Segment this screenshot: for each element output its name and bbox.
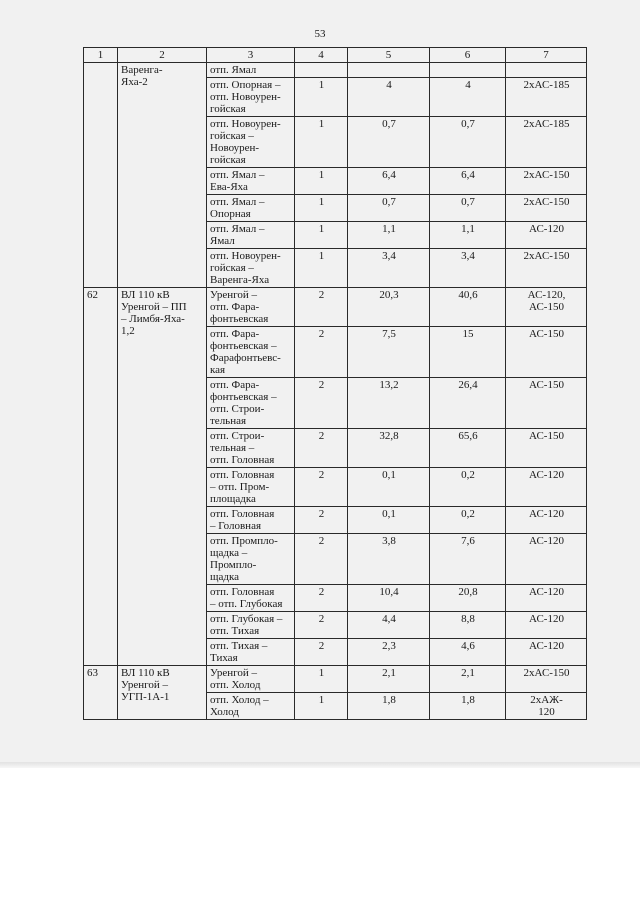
line-name-cell: ВЛ 110 кВ Уренгой – ПП – Лимбя-Яха- 1,2 (118, 288, 207, 666)
section-length-cell: 4 (348, 78, 430, 117)
route-cell: отп. Опорная – отп. Новоурен- гойская (207, 78, 295, 117)
wire-type-cell (506, 63, 587, 78)
power-lines-table (83, 47, 587, 720)
circuit-count-cell: 2 (295, 468, 348, 507)
section-length-cell (348, 63, 430, 78)
total-length-cell: 0,7 (430, 195, 506, 222)
route-cell: Уренгой – отп. Холод (207, 666, 295, 693)
total-length-cell: 0,2 (430, 507, 506, 534)
circuit-count-cell: 1 (295, 693, 348, 720)
circuit-count-cell: 2 (295, 585, 348, 612)
circuit-count-cell: 1 (295, 666, 348, 693)
total-length-cell: 20,8 (430, 585, 506, 612)
wire-type-cell: 2хАЖ- 120 (506, 693, 587, 720)
circuit-count-cell: 2 (295, 288, 348, 327)
line-name-cell: Варенга- Яха-2 (118, 63, 207, 288)
line-name-cell: ВЛ 110 кВ Уренгой – УГП-1А-1 (118, 666, 207, 720)
total-length-cell: 6,4 (430, 168, 506, 195)
wire-type-cell: 2хАС-150 (506, 168, 587, 195)
route-cell: отп. Ямал – Ева-Яха (207, 168, 295, 195)
total-length-cell: 0,7 (430, 117, 506, 168)
scan-bottom-edge (0, 762, 640, 768)
total-length-cell: 7,6 (430, 534, 506, 585)
wire-type-cell: 2хАС-150 (506, 195, 587, 222)
wire-type-cell: 2хАС-185 (506, 117, 587, 168)
total-length-cell: 15 (430, 327, 506, 378)
route-cell: отп. Головная – отп. Пром- площадка (207, 468, 295, 507)
route-cell: отп. Ямал – Опорная (207, 195, 295, 222)
section-length-cell: 3,8 (348, 534, 430, 585)
wire-type-cell: АС-120 (506, 639, 587, 666)
route-cell: отп. Тихая – Тихая (207, 639, 295, 666)
route-cell: отп. Промпло- щадка – Промпло- щадка (207, 534, 295, 585)
wire-type-cell: АС-150 (506, 429, 587, 468)
route-cell: отп. Глубокая – отп. Тихая (207, 612, 295, 639)
wire-type-cell: АС-150 (506, 378, 587, 429)
route-cell: отп. Фара- фонтьевская – отп. Строи- тельная (207, 378, 295, 429)
total-length-cell: 3,4 (430, 249, 506, 288)
table-row (84, 288, 587, 327)
table-header (84, 48, 587, 63)
total-length-cell (430, 63, 506, 78)
section-length-cell: 32,8 (348, 429, 430, 468)
section-length-cell: 2,3 (348, 639, 430, 666)
section-length-cell: 2,1 (348, 666, 430, 693)
section-length-cell: 20,3 (348, 288, 430, 327)
section-length-cell: 6,4 (348, 168, 430, 195)
total-length-cell: 40,6 (430, 288, 506, 327)
line-number-cell (84, 63, 118, 288)
section-length-cell: 13,2 (348, 378, 430, 429)
line-number-cell: 62 (84, 288, 118, 666)
circuit-count-cell: 2 (295, 429, 348, 468)
total-length-cell: 8,8 (430, 612, 506, 639)
wire-type-cell: АС-120 (506, 507, 587, 534)
column-header-2: 2 (118, 48, 207, 63)
column-header-4: 4 (295, 48, 348, 63)
column-header-7: 7 (506, 48, 587, 63)
header-row (84, 48, 587, 63)
total-length-cell: 4,6 (430, 639, 506, 666)
wire-type-cell: АС-120 (506, 612, 587, 639)
section-length-cell: 0,1 (348, 468, 430, 507)
section-length-cell: 0,1 (348, 507, 430, 534)
circuit-count-cell: 1 (295, 195, 348, 222)
total-length-cell: 4 (430, 78, 506, 117)
route-cell: отп. Фара- фонтьевская – Фарафонтьевс- кая (207, 327, 295, 378)
circuit-count-cell: 1 (295, 168, 348, 195)
route-cell: отп. Головная – Головная (207, 507, 295, 534)
table-body (84, 63, 587, 720)
route-cell: отп. Холод – Холод (207, 693, 295, 720)
wire-type-cell: 2хАС-150 (506, 666, 587, 693)
section-length-cell: 7,5 (348, 327, 430, 378)
route-cell: отп. Головная – отп. Глубокая (207, 585, 295, 612)
line-number-cell: 63 (84, 666, 118, 720)
total-length-cell: 26,4 (430, 378, 506, 429)
section-length-cell: 0,7 (348, 195, 430, 222)
column-header-3: 3 (207, 48, 295, 63)
table-row (84, 666, 587, 693)
wire-type-cell: 2хАС-150 (506, 249, 587, 288)
wire-type-cell: АС-120 (506, 534, 587, 585)
section-length-cell: 10,4 (348, 585, 430, 612)
circuit-count-cell: 1 (295, 78, 348, 117)
circuit-count-cell: 1 (295, 249, 348, 288)
total-length-cell: 1,1 (430, 222, 506, 249)
circuit-count-cell: 2 (295, 534, 348, 585)
circuit-count-cell: 2 (295, 327, 348, 378)
route-cell: отп. Новоурен- гойская – Варенга-Яха (207, 249, 295, 288)
route-cell: отп. Ямал – Ямал (207, 222, 295, 249)
column-header-5: 5 (348, 48, 430, 63)
wire-type-cell: АС-120 (506, 585, 587, 612)
wire-type-cell: 2хАС-185 (506, 78, 587, 117)
section-length-cell: 1,8 (348, 693, 430, 720)
table-row (84, 63, 587, 78)
wire-type-cell: АС-120 (506, 468, 587, 507)
total-length-cell: 0,2 (430, 468, 506, 507)
circuit-count-cell: 2 (295, 639, 348, 666)
circuit-count-cell: 1 (295, 222, 348, 249)
section-length-cell: 3,4 (348, 249, 430, 288)
circuit-count-cell: 2 (295, 378, 348, 429)
total-length-cell: 2,1 (430, 666, 506, 693)
column-header-6: 6 (430, 48, 506, 63)
total-length-cell: 1,8 (430, 693, 506, 720)
circuit-count-cell: 2 (295, 507, 348, 534)
circuit-count-cell (295, 63, 348, 78)
circuit-count-cell: 1 (295, 117, 348, 168)
total-length-cell: 65,6 (430, 429, 506, 468)
section-length-cell: 0,7 (348, 117, 430, 168)
wire-type-cell: АС-120, АС-150 (506, 288, 587, 327)
circuit-count-cell: 2 (295, 612, 348, 639)
route-cell: отп. Новоурен- гойская – Новоурен- гойская (207, 117, 295, 168)
wire-type-cell: АС-150 (506, 327, 587, 378)
column-header-1: 1 (84, 48, 118, 63)
section-length-cell: 4,4 (348, 612, 430, 639)
section-length-cell: 1,1 (348, 222, 430, 249)
route-cell: отп. Ямал (207, 63, 295, 78)
route-cell: отп. Строи- тельная – отп. Головная (207, 429, 295, 468)
route-cell: Уренгой – отп. Фара- фонтьевская (207, 288, 295, 327)
wire-type-cell: АС-120 (506, 222, 587, 249)
page-number: 53 (314, 28, 326, 40)
